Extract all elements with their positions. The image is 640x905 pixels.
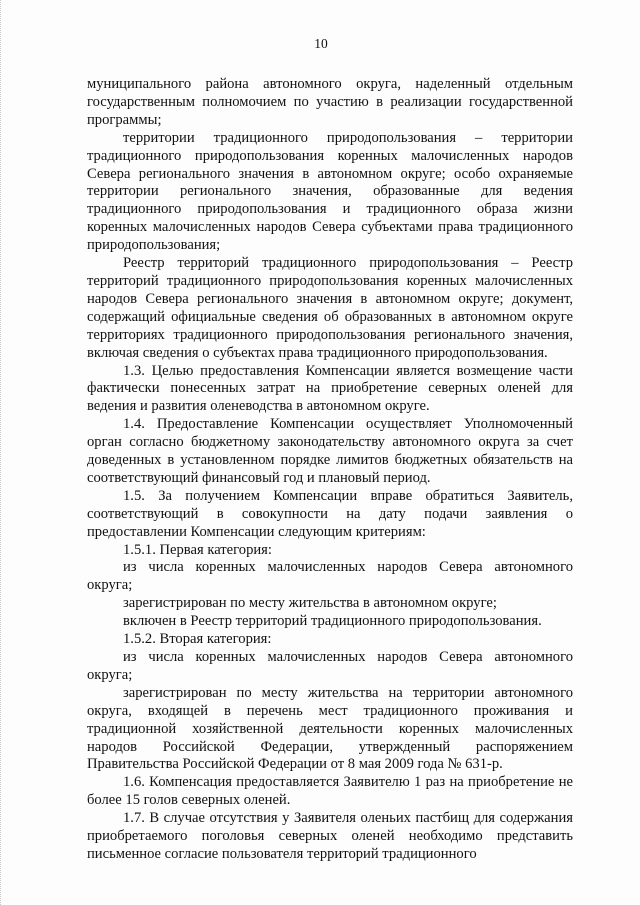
paragraph: 1.4. Предоставление Компенсации осуществляет Уполномоченный орган согласно бюджетному законодательству автономного округа за счет доведенных в установленном порядке лимитов бюджетных обязательств на соответствующий финансовый год и плановый период. xyxy=(87,416,573,486)
paragraph: 1.7. В случае отсутствия у Заявителя оленьих пастбищ для содержания приобретаемого поголовья северных оленей необходимо представить письменное согласие пользователя территорий традиционного xyxy=(87,810,573,862)
paragraph: зарегистрирован по месту жительства на территории автономного округа, входящей в перечень мест традиционного проживания и традиционной хозяйственной деятельности коренных малочисленных народов Российской Федерации, утвержденный распоряжением Правительства Российской Федерации от 8 мая 2009 года № 631-р. xyxy=(87,684,573,773)
paragraph: муниципального района автономного округа, наделенный отдельным государственным полномочием по участию в реализации государственной программы; xyxy=(87,76,573,128)
paragraph: 1.5. За получением Компенсации вправе обратиться Заявитель, соответствующий в совокупности на дату подачи заявления о предоставлении Компенсации следующим критериям: xyxy=(87,487,573,540)
paragraph: из числа коренных малочисленных народов Севера автономного округа; xyxy=(87,649,573,683)
paragraph: 1.5.1. Первая категория: xyxy=(123,541,272,558)
paragraph: территории традиционного природопользования – территории традиционного природопользования коренных малочисленных народов Севера регионального значения в автономном округе; особо охраняемые территории регионального значения, образованные для ведения традиционного природопользования и традиционного образа жизни коренных малочисленных народов Севера субъектами права традиционного природопользования; xyxy=(87,129,573,254)
paragraph: из числа коренных малочисленных народов Севера автономного округа; xyxy=(87,559,573,594)
paragraph: 1.3. Целью предоставления Компенсации является возмещение части фактически понесенных затрат на приобретение северных оленей для ведения и развития оленеводства в автономном округе. xyxy=(87,362,573,415)
paragraph: 1.5.2. Вторая категория: xyxy=(123,631,272,648)
paragraph: зарегистрирован по месту жительства в автономном округе; xyxy=(123,595,497,612)
document-body xyxy=(87,76,573,864)
paragraph: включен в Реестр территорий традиционного природопользования. xyxy=(123,613,542,630)
paragraph: Реестр территорий традиционного природопользования – Реестр территорий традиционного природопользования коренных малочисленных народов Севера регионального значения в автономном округе; документ, содержащий официальные сведения об образованных в автономном округе территориях традиционного природопользования регионального значения, включая сведения о субъектах права традиционного природопользования. xyxy=(87,255,573,361)
paragraph: 1.6. Компенсация предоставляется Заявителю 1 раз на приобретение не более 15 голов северных оленей. xyxy=(87,774,573,809)
page-number: 10 xyxy=(314,36,328,51)
